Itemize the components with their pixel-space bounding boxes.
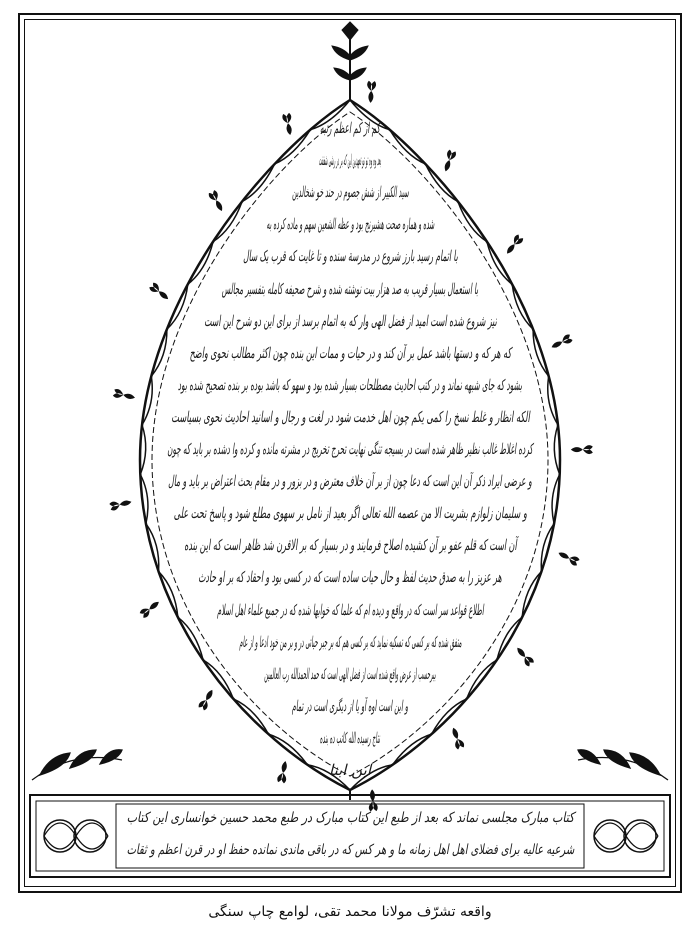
manuscript-line: با استعمال بسیار قریب به صد هزار بیت نوشته شده و شرح صحیفه کامله بتفسیر مجالس <box>221 279 479 298</box>
leaf-spray-ornament <box>109 497 132 511</box>
manuscript-line: الکه انظار و غلط نسخ را کمی یکم چون اهل خدمت شود در لغت و رجال و اسانید احادیث نحوی بسیاست <box>170 407 530 426</box>
knot-ornament-right <box>594 820 658 852</box>
manuscript-line: که هر که و دستها باشد عمل بر آن کند و در حیات و ممات این بنده چون اکثر مطالب نحوی واضح <box>189 343 511 362</box>
corner-spray-bottom-right <box>578 750 668 780</box>
leaf-spray-ornament <box>113 388 136 402</box>
manuscript-line: بعد وه وه تو تو تعهدین این که بر در رشی شفقت <box>318 151 382 170</box>
leaf-spray-ornament <box>449 726 465 750</box>
figure-caption: واقعه تشرّف مولانا محمد تقی، لوامع چاپ سنگی <box>208 904 492 920</box>
corner-spray-bottom-left <box>32 750 122 780</box>
leaf-spray-ornament <box>208 189 226 213</box>
colophon-line: کتاب مبارک مجلسی نماند که بعد از طبع این کتاب مبارک در طبع محمد حسین خوانساری این کتاب <box>126 810 574 826</box>
manuscript-line: شده و هماره صحت هشیرنج بود و عظه الشعین سهم و ماده کرده به <box>266 215 434 234</box>
leaf-spray-ornament <box>197 688 216 712</box>
leaf-spray-ornament <box>282 113 295 136</box>
leaf-spray-ornament <box>504 234 525 257</box>
leaf-spray-ornament <box>277 760 290 783</box>
leaf-spray-ornament <box>571 445 593 454</box>
manuscript-line: ببرحسب از عرض واقع شده است از فضل الهی است که حمد الحمدالله رب العالمین <box>264 664 436 683</box>
manuscript-line: هر عزیز را به صدق حدیث لفظ و حال حیات ساده است که در کسی بود و احقاد که بر او حادث <box>198 568 502 587</box>
leaf-spray-ornament <box>441 149 457 173</box>
manuscript-line: متفق شده که بر کسی که تسکیه نماید که بر کسی هم که بر جبر حیاتی در و بر من خود ادعا و از عام <box>238 632 462 651</box>
manuscript-line: نیز شروع شده است امید از فضل الهی وار که به اتمام برسد از برای این دو شرح این است <box>203 311 497 330</box>
manuscript-line: نتاج رسیده الله کاتب ده بنده <box>319 728 380 747</box>
manuscript-line: و سلیمان زلوازم بشریت الا من عصمه الله تعالی اگر بعید از نامل بر سهوی مطلع شود و پاسخ تحت علی <box>173 504 527 523</box>
leaf-spray-ornament <box>139 598 162 619</box>
manuscript-line: و این است اوه آو یا از دیگری است در تمام <box>291 696 408 715</box>
manuscript-line: ابن ابنا <box>329 761 371 779</box>
knot-ornament-left <box>44 820 108 852</box>
leaf-spray-ornament <box>557 549 581 567</box>
leaf-spray-ornament <box>514 645 535 668</box>
leaf-spray-ornament <box>148 282 171 303</box>
manuscript-line: کرده اغلاط غالب نظیر ظاهر شده است در بسیجه تنگی نهایت تحرج تخریج در مشرته مانده و کرده وا دشده بر باید که چون <box>167 440 533 458</box>
top-finial-ornament <box>332 22 368 100</box>
leaf-spray-ornament <box>550 333 574 351</box>
manuscript-line: با اتمام رسید بارز شروع در مدرسة سنده و تا غایت که قرب یک سال <box>242 247 458 266</box>
colophon-line: شرعیه عالیه برای فضلای اهل اهل زمانه ما و هر کس که در باقی ماندی نمانده حفظ او در قرن اعظم و ثقات <box>126 842 574 858</box>
manuscript-line: سید الکبیر از شش جصوم در حند خو شخالدین <box>291 183 409 202</box>
manuscript-line: اطلاع قواعد سر است که در واقع و دیده ام که علما که خوابها شده که در جمیع علماء اهل اسلام <box>216 600 484 619</box>
leaf-spray-ornament <box>366 81 376 103</box>
manuscript-line: و عرضی ایراد ذکر آن این است که دعا چون از بر آن خلاف معترض و در بزور و در مقام بحث اعتراض بر باید و مال <box>168 472 532 491</box>
manuscript-line: آن است که قلم عفو بر آن کشیده اصلاح فرمایند و در بسیار که بر الاقرن شد ظاهر است که این بنده <box>183 536 517 555</box>
manuscript-line: کم از کم اعظم رتبه <box>319 119 380 137</box>
manuscript-line: بشود که جای شبهه نماند و در کتب احادیث مصطلحات بسیار شده بود و سهو که باشد بوده بر بنده تصحیح شده بود <box>177 375 523 394</box>
